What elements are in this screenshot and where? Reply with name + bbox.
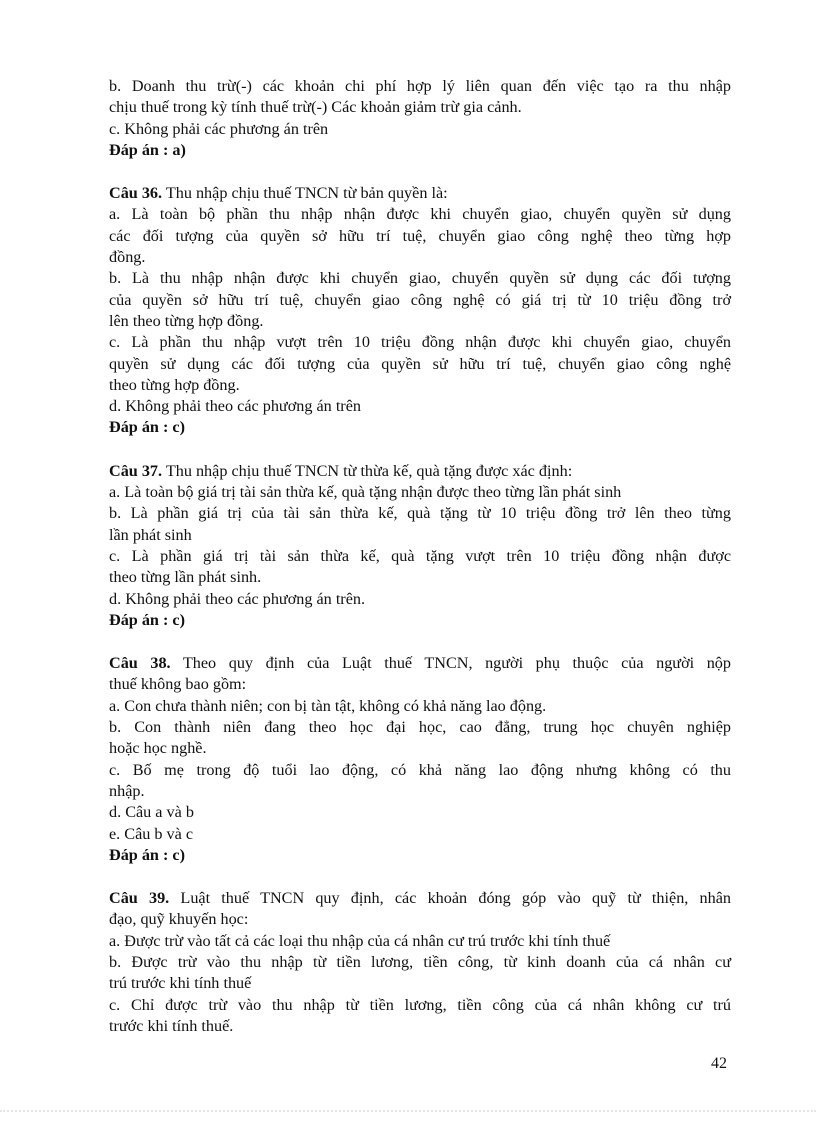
q38-line: c. Bố mẹ trong độ tuổi lao động, có khả năng lao động nhưng không có thu [109, 760, 731, 779]
q36-line: đồng. [109, 248, 146, 267]
option-c-line: c. Không phải các phương án trên [109, 119, 329, 138]
q37-line: a. Là toàn bộ giá trị tài sản thừa kế, quà tặng nhận được theo từng lần phát sinh [109, 483, 622, 502]
question-39-text: Luật thuế TNCN quy định, các khoản đóng góp vào quỹ từ thiện, nhân [169, 889, 731, 908]
question-37-title [109, 461, 731, 482]
question-36-label: Câu 36. [109, 184, 163, 203]
q36-line: lên theo từng hợp đồng. [109, 311, 264, 330]
q36-line: của quyền sở hữu trí tuệ, chuyển giao công nghệ có giá trị từ 10 triệu đồng trở [109, 290, 731, 309]
q38-line: d. Câu a và b [109, 803, 194, 822]
q38-line: thuế không bao gồm: [109, 675, 247, 694]
question-39-label: Câu 39. [109, 889, 170, 908]
q39-line: b. Được trừ vào thu nhập từ tiền lương, tiền công, từ kinh doanh của cá nhân cư [109, 952, 731, 971]
question-37-label: Câu 37. [109, 461, 163, 480]
question-38-title [109, 653, 731, 674]
q36-line: b. Là thu nhập nhận được khi chuyển giao, chuyển quyền sử dụng các đối tượng [109, 269, 731, 288]
q37-line: d. Không phải theo các phương án trên. [109, 589, 366, 608]
option-b-line-2: chịu thuế trong kỳ tính thuế trừ(-) Các khoản giảm trừ gia cảnh. [109, 98, 522, 117]
page-bottom-border [0, 1110, 816, 1112]
q36-line: d. Không phải theo các phương án trên [109, 397, 361, 416]
document-page [109, 76, 731, 1037]
q38-line: nhập. [109, 781, 145, 800]
q39-line: c. Chỉ được trừ vào thu nhập từ tiền lương, tiền công của cá nhân không cư trú [109, 995, 731, 1014]
q38-line: b. Con thành niên đang theo học đại học, cao đẳng, trung học chuyên nghiệp [109, 718, 731, 737]
q39-line: a. Được trừ vào tất cả các loại thu nhập của cá nhân cư trú trước khi tính thuế [109, 931, 611, 950]
q39-line: trước khi tính thuế. [109, 1016, 234, 1035]
q36-line: các đối tượng của quyền sở hữu trí tuệ, chuyển giao công nghệ theo từng hợp [109, 226, 731, 245]
option-b-line-1: b. Doanh thu trừ(-) các khoản chi phí hợp lý liên quan đến việc tạo ra thu nhập [109, 77, 731, 95]
answer-38: Đáp án : c) [109, 845, 185, 864]
q37-line: c. Là phần giá trị tài sản thừa kế, quà tặng vượt trên 10 triệu đồng nhận được [109, 546, 731, 565]
q37-line: lần phát sinh [109, 525, 192, 544]
question-37-text: Thu nhập chịu thuế TNCN từ thừa kế, quà tặng được xác định: [162, 461, 573, 480]
answer-35: Đáp án : a) [109, 140, 186, 159]
q37-line: theo từng lần phát sinh. [109, 568, 262, 587]
page-number: 42 [711, 1055, 727, 1072]
q36-line: c. Là phần thu nhập vượt trên 10 triệu đồng nhận được khi chuyển giao, chuyển [109, 333, 731, 352]
question-39-title [109, 888, 731, 909]
q39-line: trú trước khi tính thuế [109, 974, 252, 993]
question-36-text: Thu nhập chịu thuế TNCN từ bản quyền là: [162, 184, 448, 203]
q36-line: a. Là toàn bộ phần thu nhập nhận được khi chuyển giao, chuyển quyền sử dụng [109, 205, 731, 224]
q39-line: đạo, quỹ khuyến học: [109, 910, 249, 929]
q38-line: a. Con chưa thành niên; con bị tàn tật, không có khả năng lao động. [109, 696, 547, 715]
answer-37: Đáp án : c) [109, 610, 185, 629]
q36-line: quyền sử dụng các đối tượng của quyền sử hữu trí tuệ, chuyển giao công nghệ [109, 354, 731, 373]
q36-line: theo từng hợp đồng. [109, 375, 240, 394]
answer-36: Đáp án : c) [109, 418, 185, 437]
question-38-text: Theo quy định của Luật thuế TNCN, người phụ thuộc của người nộp [170, 654, 731, 673]
q38-line: hoặc học nghề. [109, 739, 207, 758]
q37-line: b. Là phần giá trị của tài sản thừa kế, quà tặng từ 10 triệu đồng trở lên theo từng [109, 504, 731, 523]
q38-line: e. Câu b và c [109, 824, 194, 843]
question-38-label: Câu 38. [109, 654, 171, 673]
question-36-title [109, 183, 731, 204]
